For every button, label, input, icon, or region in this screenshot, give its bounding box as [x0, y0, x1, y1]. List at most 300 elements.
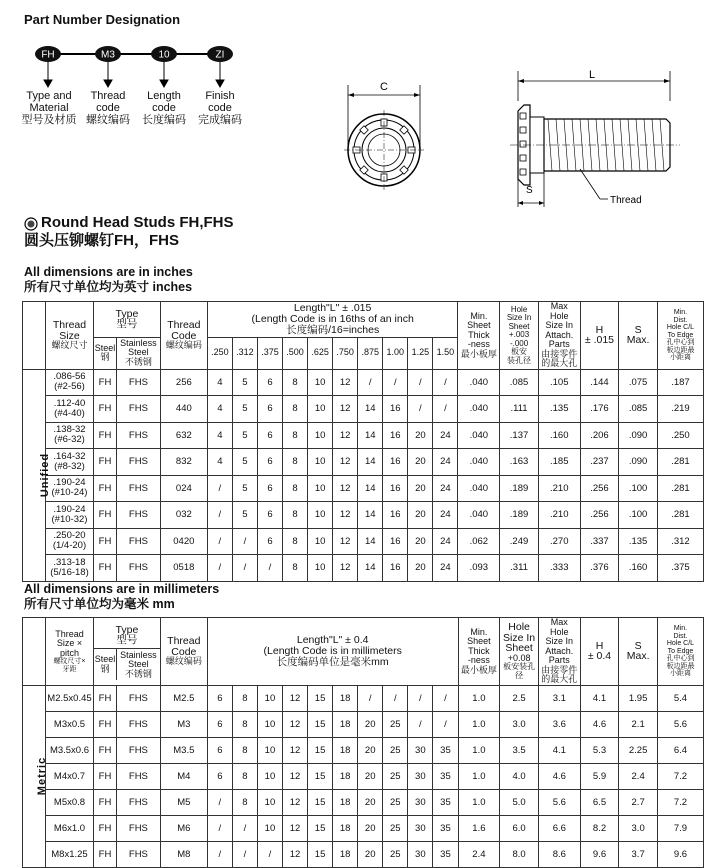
- thread-code-cell: M5: [160, 789, 207, 815]
- steel-type-cell: FH: [94, 841, 117, 867]
- thread-size-cell: M2.5x0.45: [45, 685, 93, 711]
- thread-size-line: .313-18: [53, 556, 86, 568]
- dist-cell: .219: [657, 396, 703, 423]
- steel-type-cell: FH: [94, 369, 117, 396]
- length-code-cell: 15: [308, 763, 333, 789]
- length-code-cell: 20: [408, 528, 433, 555]
- s-cell: .075: [619, 369, 658, 396]
- length-code-cell: 10: [308, 475, 333, 502]
- length-code-cell: 12: [283, 789, 308, 815]
- header-length-value: .625: [308, 337, 333, 369]
- dist-cell: 7.2: [657, 763, 703, 789]
- length-code-cell: 14: [358, 502, 383, 529]
- length-code-cell: 12: [283, 763, 308, 789]
- length-code-cell: /: [232, 555, 257, 582]
- length-code-cell: 8: [283, 422, 308, 449]
- maxhole-cell: .333: [538, 555, 580, 582]
- caption-length: Length code 长度编码: [142, 90, 186, 126]
- length-code-cell: 10: [308, 369, 333, 396]
- thread-size-line: .190-24: [53, 503, 86, 515]
- length-code-cell: 8: [283, 475, 308, 502]
- length-code-cell: 8: [283, 502, 308, 529]
- length-code-cell: 10: [308, 422, 333, 449]
- header-length-value: 1.50: [433, 337, 458, 369]
- length-code-cell: 18: [333, 789, 358, 815]
- thread-code-cell: M6: [160, 815, 207, 841]
- thread-size-line: (#8-32): [54, 460, 85, 472]
- length-code-cell: 12: [333, 449, 358, 476]
- length-code-cell: 35: [433, 763, 458, 789]
- length-code-cell: 12: [283, 737, 308, 763]
- length-code-cell: 5: [232, 475, 257, 502]
- length-code-cell: 18: [333, 841, 358, 867]
- length-code-cell: 24: [433, 422, 458, 449]
- header-min-sheet: Min. Sheet Thick -ness 最小板厚: [458, 618, 500, 686]
- length-code-cell: /: [408, 685, 433, 711]
- thread-size-cell: [45, 502, 93, 529]
- section-title-cn: 圆头压铆螺钉FH，FHS: [24, 232, 179, 249]
- length-code-cell: 30: [408, 763, 433, 789]
- thread-code-cell: M3.5: [160, 737, 207, 763]
- thread-size-cell: [45, 449, 93, 476]
- length-code-cell: /: [383, 685, 408, 711]
- length-code-cell: 10: [308, 502, 333, 529]
- h-cell: .206: [580, 422, 619, 449]
- header-type: Type 型号 Steel 钢 Stainless Steel 不锈钢: [94, 618, 161, 686]
- length-code-cell: 14: [358, 422, 383, 449]
- length-code-cell: 10: [308, 555, 333, 582]
- header-hole-size: Hole Size In Sheet +0.08 板安装孔径: [500, 618, 539, 686]
- metric-dim-title-cn: 所有尺寸单位均为毫米 mm: [24, 597, 175, 611]
- svg-text:10: 10: [158, 49, 170, 61]
- side-label-text: Unified: [39, 452, 52, 498]
- header-h: H ± .015: [580, 302, 619, 370]
- length-code-cell: 18: [333, 711, 358, 737]
- table-row: [23, 841, 704, 867]
- thread-code-cell: 440: [160, 396, 207, 423]
- header-s: S Max.: [619, 302, 658, 370]
- maxhole-cell: 8.6: [538, 841, 580, 867]
- length-code-cell: 24: [433, 555, 458, 582]
- length-code-cell: 6: [207, 763, 232, 789]
- length-code-cell: 10: [257, 763, 282, 789]
- hole-cell: 4.0: [500, 763, 539, 789]
- length-code-cell: 8: [232, 737, 257, 763]
- stainless-type-cell: FHS: [116, 555, 160, 582]
- table-row: [23, 502, 704, 529]
- code-oval-finish: [207, 46, 233, 62]
- thread-code-cell: M4: [160, 763, 207, 789]
- sheet-cell: .062: [458, 528, 500, 555]
- dist-cell: .281: [657, 475, 703, 502]
- designation-title: Part Number Designation: [24, 12, 181, 27]
- inch-dim-title: All dimensions are in inches: [24, 265, 193, 279]
- length-code-cell: /: [358, 369, 383, 396]
- header-min-dist: Min. Dist. Hole C/L To Edge 孔中心到 板边距最 小距离: [657, 302, 703, 370]
- length-code-cell: 15: [308, 789, 333, 815]
- table-row: [23, 815, 704, 841]
- header-thread-size: Thread Size × pitch 螺纹尺寸× 牙距: [45, 618, 93, 686]
- dist-cell: 7.2: [657, 789, 703, 815]
- length-code-cell: 5: [232, 396, 257, 423]
- h-cell: .256: [580, 475, 619, 502]
- header-length-value: .375: [257, 337, 282, 369]
- length-code-cell: 20: [408, 422, 433, 449]
- length-code-cell: 30: [408, 841, 433, 867]
- thread-size-cell: [45, 422, 93, 449]
- s-cell: 2.7: [619, 789, 658, 815]
- stainless-type-cell: FHS: [116, 422, 160, 449]
- thread-size-cell: [45, 475, 93, 502]
- h-cell: .256: [580, 502, 619, 529]
- length-code-cell: 25: [383, 737, 408, 763]
- header-length-value: 1.00: [383, 337, 408, 369]
- metric-table: [22, 617, 704, 868]
- thread-size-cell: M8x1.25: [45, 841, 93, 867]
- length-code-cell: /: [207, 502, 232, 529]
- steel-type-cell: FH: [94, 396, 117, 423]
- length-code-cell: 6: [257, 502, 282, 529]
- stainless-type-cell: FHS: [116, 369, 160, 396]
- hole-cell: .111: [500, 396, 539, 423]
- length-code-cell: 12: [333, 528, 358, 555]
- dist-cell: .375: [657, 555, 703, 582]
- length-code-cell: 8: [232, 711, 257, 737]
- length-code-cell: 15: [308, 815, 333, 841]
- thread-size-cell: [45, 396, 93, 423]
- length-code-cell: 10: [308, 396, 333, 423]
- sheet-cell: .040: [458, 475, 500, 502]
- length-code-cell: 12: [333, 369, 358, 396]
- steel-type-cell: FH: [94, 763, 117, 789]
- length-code-cell: 16: [383, 502, 408, 529]
- length-code-cell: 20: [358, 711, 383, 737]
- h-cell: 5.3: [580, 737, 619, 763]
- thread-code-cell: M3: [160, 711, 207, 737]
- sheet-cell: 1.6: [458, 815, 500, 841]
- maxhole-cell: .185: [538, 449, 580, 476]
- steel-type-cell: FH: [94, 789, 117, 815]
- length-code-cell: 15: [308, 737, 333, 763]
- inch-table: [22, 301, 704, 582]
- length-code-cell: 8: [283, 449, 308, 476]
- table-row: [23, 711, 704, 737]
- length-code-cell: 6: [257, 369, 282, 396]
- length-code-cell: 5: [232, 449, 257, 476]
- thread-size-line: (#4-40): [54, 407, 85, 419]
- section-title: Round Head Studs FH,FHS: [41, 214, 234, 231]
- length-code-cell: /: [207, 841, 232, 867]
- header-steel: Steel 钢: [94, 649, 117, 680]
- length-code-cell: 4: [207, 422, 232, 449]
- length-code-cell: 18: [333, 815, 358, 841]
- table-row: [23, 475, 704, 502]
- length-code-cell: 20: [358, 789, 383, 815]
- length-code-cell: 25: [383, 711, 408, 737]
- length-code-cell: 18: [333, 763, 358, 789]
- length-code-cell: /: [257, 841, 282, 867]
- maxhole-cell: .160: [538, 422, 580, 449]
- corner-cell: [23, 618, 46, 686]
- caption-thread: Thread code 螺纹编码: [86, 90, 130, 126]
- length-code-cell: /: [207, 789, 232, 815]
- length-code-cell: 16: [383, 475, 408, 502]
- length-code-cell: 6: [257, 528, 282, 555]
- thread-size-cell: M6x1.0: [45, 815, 93, 841]
- thread-code-cell: 024: [160, 475, 207, 502]
- thread-size-line: .164-32: [53, 450, 86, 462]
- sheet-cell: 1.0: [458, 685, 500, 711]
- hole-cell: .189: [500, 475, 539, 502]
- maxhole-cell: 4.1: [538, 737, 580, 763]
- length-code-cell: 14: [358, 555, 383, 582]
- stud-side-view: [500, 65, 700, 215]
- steel-type-cell: FH: [94, 528, 117, 555]
- length-code-cell: /: [207, 555, 232, 582]
- hole-cell: 3.5: [500, 737, 539, 763]
- sheet-cell: 1.0: [458, 789, 500, 815]
- thread-code-cell: 0518: [160, 555, 207, 582]
- hole-cell: 3.0: [500, 711, 539, 737]
- length-code-cell: 8: [283, 396, 308, 423]
- thread-size-line: (#10-32): [51, 513, 88, 525]
- length-code-cell: 5: [232, 369, 257, 396]
- length-code-cell: 6: [207, 685, 232, 711]
- designation-diagram: [20, 40, 250, 90]
- stainless-type-cell: FHS: [116, 449, 160, 476]
- dist-cell: 5.6: [657, 711, 703, 737]
- length-code-cell: 12: [333, 502, 358, 529]
- stainless-type-cell: FHS: [116, 737, 160, 763]
- s-cell: .160: [619, 555, 658, 582]
- s-cell: .135: [619, 528, 658, 555]
- header-length: Length"L" ± .015 (Length Code is in 16ths of an inch 长度编码/16=inches: [207, 302, 458, 338]
- dist-cell: .281: [657, 502, 703, 529]
- length-code-cell: /: [232, 815, 257, 841]
- sheet-cell: 1.0: [458, 737, 500, 763]
- length-code-cell: 6: [257, 396, 282, 423]
- code-oval-thread: [95, 46, 121, 62]
- caption-type: Type and Material 型号及材质: [21, 90, 77, 126]
- length-code-cell: /: [358, 685, 383, 711]
- corner-cell: [23, 302, 46, 370]
- length-code-cell: 16: [383, 449, 408, 476]
- length-code-cell: 25: [383, 841, 408, 867]
- length-code-cell: /: [207, 815, 232, 841]
- thread-size-line: .112-40: [53, 397, 86, 409]
- stainless-type-cell: FHS: [116, 711, 160, 737]
- header-length-value: 1.25: [408, 337, 433, 369]
- svg-text:ZI: ZI: [215, 49, 225, 61]
- length-code-cell: 8: [232, 789, 257, 815]
- length-code-cell: 20: [358, 815, 383, 841]
- steel-type-cell: FH: [94, 815, 117, 841]
- thread-code-cell: 0420: [160, 528, 207, 555]
- header-length-value: .312: [232, 337, 257, 369]
- length-code-cell: 4: [207, 449, 232, 476]
- h-cell: 6.5: [580, 789, 619, 815]
- length-code-cell: 35: [433, 737, 458, 763]
- length-code-cell: 4: [207, 396, 232, 423]
- length-code-cell: /: [383, 369, 408, 396]
- length-code-cell: 20: [408, 555, 433, 582]
- side-label: [23, 685, 49, 867]
- maxhole-cell: .135: [538, 396, 580, 423]
- table-row: [23, 789, 704, 815]
- length-code-cell: 16: [383, 396, 408, 423]
- length-code-cell: 12: [333, 555, 358, 582]
- length-code-cell: 6: [257, 449, 282, 476]
- h-cell: .337: [580, 528, 619, 555]
- length-code-cell: 14: [358, 475, 383, 502]
- thread-size-line: (#6-32): [54, 434, 85, 446]
- s-cell: 2.1: [619, 711, 658, 737]
- length-code-cell: 30: [408, 789, 433, 815]
- thread-size-cell: M4x0.7: [45, 763, 93, 789]
- stainless-type-cell: FHS: [116, 475, 160, 502]
- table-row: [23, 685, 704, 711]
- maxhole-cell: 5.6: [538, 789, 580, 815]
- length-code-cell: 8: [232, 685, 257, 711]
- s-cell: .085: [619, 396, 658, 423]
- length-code-cell: 10: [308, 528, 333, 555]
- length-code-cell: /: [232, 528, 257, 555]
- length-code-cell: 5: [232, 502, 257, 529]
- hole-cell: 5.0: [500, 789, 539, 815]
- stainless-type-cell: FHS: [116, 841, 160, 867]
- side-label: [23, 369, 52, 581]
- length-code-cell: 12: [283, 711, 308, 737]
- s-cell: .090: [619, 449, 658, 476]
- length-code-cell: /: [433, 396, 458, 423]
- stainless-type-cell: FHS: [116, 763, 160, 789]
- thread-size-cell: [45, 528, 93, 555]
- s-cell: .100: [619, 475, 658, 502]
- length-code-cell: 20: [358, 737, 383, 763]
- maxhole-cell: .105: [538, 369, 580, 396]
- sheet-cell: .040: [458, 502, 500, 529]
- length-code-cell: 16: [383, 528, 408, 555]
- length-code-cell: 15: [308, 711, 333, 737]
- header-length: Length"L" ± 0.4 (Length Code is in millimeters 长度编码单位是毫米mm: [207, 618, 458, 686]
- length-code-cell: 20: [408, 475, 433, 502]
- h-cell: 8.2: [580, 815, 619, 841]
- s-cell: .100: [619, 502, 658, 529]
- hole-cell: .085: [500, 369, 539, 396]
- length-code-cell: 10: [308, 449, 333, 476]
- metric-dim-title: All dimensions are in millimeters: [24, 582, 220, 596]
- thread-size-line: (1/4-20): [52, 540, 87, 552]
- length-code-cell: 6: [257, 475, 282, 502]
- h-cell: .144: [580, 369, 619, 396]
- maxhole-cell: .270: [538, 528, 580, 555]
- hole-cell: .163: [500, 449, 539, 476]
- length-code-cell: 4: [207, 369, 232, 396]
- thread-code-cell: 832: [160, 449, 207, 476]
- length-code-cell: 12: [333, 396, 358, 423]
- dist-cell: 7.9: [657, 815, 703, 841]
- length-code-cell: 10: [257, 711, 282, 737]
- stainless-type-cell: FHS: [116, 502, 160, 529]
- length-code-cell: 20: [358, 841, 383, 867]
- steel-type-cell: FH: [94, 711, 117, 737]
- steel-type-cell: FH: [94, 502, 117, 529]
- length-code-cell: 20: [358, 763, 383, 789]
- length-code-cell: 8: [232, 763, 257, 789]
- length-code-cell: 35: [433, 841, 458, 867]
- thread-code-cell: 032: [160, 502, 207, 529]
- length-code-cell: 12: [283, 685, 308, 711]
- label-c: C: [380, 81, 388, 93]
- length-code-cell: 30: [408, 737, 433, 763]
- length-code-cell: 8: [283, 555, 308, 582]
- label-thread: Thread: [610, 195, 642, 206]
- hole-cell: 6.0: [500, 815, 539, 841]
- s-cell: 3.7: [619, 841, 658, 867]
- maxhole-cell: 6.6: [538, 815, 580, 841]
- maxhole-cell: .210: [538, 475, 580, 502]
- hole-cell: .311: [500, 555, 539, 582]
- side-label-text: Metric: [36, 756, 49, 796]
- thread-size-line: (#2-56): [54, 381, 85, 393]
- length-code-cell: 8: [283, 369, 308, 396]
- maxhole-cell: 4.6: [538, 763, 580, 789]
- length-code-cell: 24: [433, 502, 458, 529]
- table-row: [23, 528, 704, 555]
- sheet-cell: 1.0: [458, 763, 500, 789]
- dist-cell: .250: [657, 422, 703, 449]
- length-code-cell: 14: [358, 396, 383, 423]
- header-thread-code: Thread Code 螺纹编码: [160, 618, 207, 686]
- header-length-value: .500: [283, 337, 308, 369]
- h-cell: .237: [580, 449, 619, 476]
- steel-type-cell: FH: [94, 737, 117, 763]
- stainless-type-cell: FHS: [116, 396, 160, 423]
- thread-size-line: .190-24: [53, 477, 86, 489]
- header-length-value: .875: [358, 337, 383, 369]
- svg-text:M3: M3: [101, 49, 115, 61]
- length-code-cell: 6: [207, 737, 232, 763]
- hole-cell: .189: [500, 502, 539, 529]
- header-length-value: .250: [207, 337, 232, 369]
- length-code-cell: 12: [333, 475, 358, 502]
- dist-cell: .187: [657, 369, 703, 396]
- length-code-cell: 10: [257, 789, 282, 815]
- length-code-cell: 15: [308, 841, 333, 867]
- hole-cell: .249: [500, 528, 539, 555]
- header-h: H ± 0.4: [580, 618, 619, 686]
- length-code-cell: 12: [283, 815, 308, 841]
- table-row: [23, 369, 704, 396]
- thread-code-cell: M8: [160, 841, 207, 867]
- thread-size-line: .250-20: [53, 530, 86, 542]
- header-stainless: Stainless Steel 不锈钢: [116, 337, 160, 369]
- thread-size-cell: M5x0.8: [45, 789, 93, 815]
- sheet-cell: 2.4: [458, 841, 500, 867]
- label-l: L: [588, 69, 596, 81]
- label-s: S: [526, 185, 533, 196]
- sheet-cell: 1.0: [458, 711, 500, 737]
- length-code-cell: 14: [358, 528, 383, 555]
- hole-cell: .137: [500, 422, 539, 449]
- maxhole-cell: 3.1: [538, 685, 580, 711]
- length-code-cell: /: [408, 396, 433, 423]
- length-code-cell: 15: [308, 685, 333, 711]
- h-cell: .176: [580, 396, 619, 423]
- caption-finish: Finish code 完成编码: [198, 90, 242, 126]
- sheet-cell: .040: [458, 449, 500, 476]
- thread-size-cell: [45, 555, 93, 582]
